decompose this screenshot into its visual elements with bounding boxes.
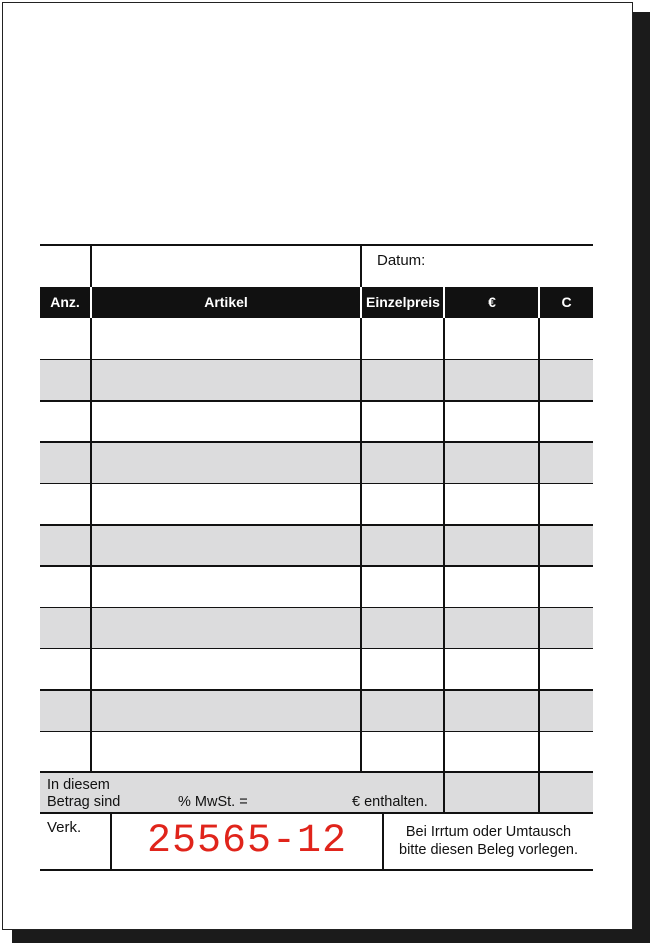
header-sep-4 <box>538 287 540 318</box>
col-line-article <box>360 318 362 772</box>
header-sep-1 <box>90 287 92 318</box>
table-row <box>40 731 593 772</box>
table-row <box>40 690 593 731</box>
col-line-unit-price <box>443 318 445 813</box>
col-header-article: Artikel <box>204 294 248 310</box>
exchange-notice-line-2: bitte diesen Beleg vorlegen. <box>399 842 578 858</box>
row-rule <box>40 648 593 650</box>
serial-number: 25565-12 <box>146 819 348 864</box>
tax-row <box>40 772 593 813</box>
tax-row-top-rule <box>40 771 593 773</box>
table-row <box>40 401 593 442</box>
top-rule <box>40 244 593 246</box>
top-divider-left <box>90 245 92 287</box>
row-rule <box>40 359 593 361</box>
row-rule <box>40 400 593 402</box>
col-header-unit-price: Einzelpreis <box>366 294 440 310</box>
table-row <box>40 318 593 359</box>
seller-label: Verk. <box>47 819 82 836</box>
header-sep-2 <box>360 287 362 318</box>
col-header-quantity: Anz. <box>50 294 80 310</box>
top-divider-right <box>360 245 362 287</box>
table-row <box>40 607 593 648</box>
header-sep-3 <box>443 287 445 318</box>
table-row <box>40 483 593 524</box>
date-label: Datum: <box>377 252 426 269</box>
row-rule <box>40 689 593 691</box>
table-row <box>40 359 593 400</box>
row-rule <box>40 607 593 609</box>
row-rule <box>40 731 593 733</box>
col-header-cent: C <box>561 294 572 310</box>
table-row <box>40 442 593 483</box>
tax-line-2: Betrag sind <box>47 794 121 810</box>
row-rule <box>40 524 593 526</box>
table-row <box>40 566 593 607</box>
row-rule <box>40 565 593 567</box>
tax-contained-label: € enthalten. <box>352 794 428 810</box>
col-line-euro <box>538 318 540 813</box>
tax-vat-label: % MwSt. = <box>178 794 248 810</box>
table-row <box>40 648 593 689</box>
exchange-notice-line-1: Bei Irrtum oder Umtausch <box>405 824 572 840</box>
col-line-quantity <box>90 318 92 772</box>
col-header-euro: € <box>488 294 496 310</box>
tax-line-1: In diesem <box>47 777 110 793</box>
row-rule <box>40 483 593 485</box>
table-row <box>40 525 593 566</box>
row-rule <box>40 441 593 443</box>
